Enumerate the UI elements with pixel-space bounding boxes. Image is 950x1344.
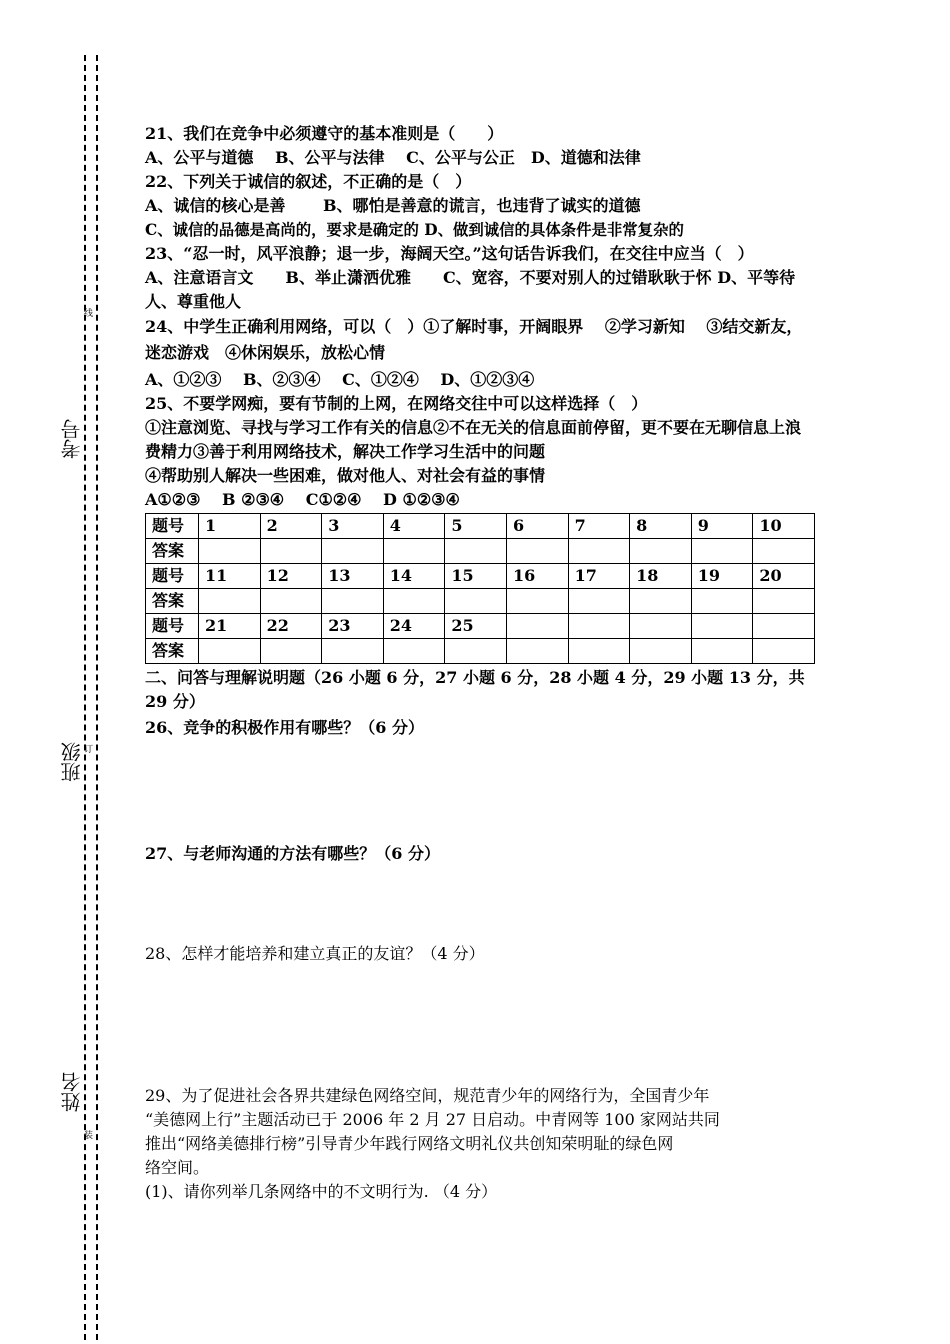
class-label: 班级	[60, 742, 84, 782]
answer-table	[145, 513, 815, 664]
question-number-cell: 1	[199, 514, 261, 539]
section-2-heading: 二、问答与理解说明题（26 小题 6 分，27 小题 6 分，28 小题 4 分，29 小题 13 分，共 29 分）	[145, 668, 805, 711]
q21-options: A、公平与道德 B、公平与法律 C、公平与公正 D、道德和法律	[145, 148, 641, 167]
answer-cell[interactable]	[506, 589, 568, 614]
question-number-cell: 22	[260, 614, 322, 639]
question-number-cell: 21	[199, 614, 261, 639]
table-row	[146, 564, 815, 589]
question-number-cell: 9	[691, 514, 753, 539]
q25-body: ①注意浏览、寻找与学习工作有关的信息②不在无关的信息面前停留，更不要在无聊信息上浪费精力③善于利用网络技术，解决工作学习生活中的问题	[145, 418, 802, 461]
answer-cell[interactable]	[691, 589, 753, 614]
answer-cell[interactable]	[322, 539, 384, 564]
q25-body-2: ④帮助别人解决一些困难，做对他人、对社会有益的事情	[145, 466, 546, 485]
row-label: 答案	[146, 639, 199, 664]
question-number-cell: 20	[753, 564, 815, 589]
question-number-cell: 10	[753, 514, 815, 539]
binding-mark-line: 线	[84, 309, 94, 319]
q25-options: A①②③ B ②③④ C①②④ D ①②③④	[145, 490, 460, 509]
table-row	[146, 589, 815, 614]
question-number-cell: 23	[322, 614, 384, 639]
q21-stem: 21、我们在竞争中必须遵守的基本准则是（ ）	[145, 124, 504, 143]
q29-line-1: 29、为了促进社会各界共建绿色网络空间，规范青少年的网络行为，全国青少年	[145, 1086, 710, 1105]
question-number-cell	[506, 614, 568, 639]
answer-cell[interactable]	[506, 539, 568, 564]
answer-cell[interactable]	[630, 589, 692, 614]
table-row	[146, 539, 815, 564]
question-number-cell: 15	[445, 564, 507, 589]
exam-number-label: 考号	[60, 419, 84, 459]
answer-cell[interactable]	[445, 589, 507, 614]
question-number-cell: 12	[260, 564, 322, 589]
question-number-cell: 24	[383, 614, 445, 639]
answer-cell[interactable]	[445, 539, 507, 564]
answer-cell[interactable]	[630, 539, 692, 564]
q27-answer-space[interactable]	[145, 866, 815, 942]
answer-cell[interactable]	[753, 639, 815, 664]
question-number-cell: 6	[506, 514, 568, 539]
binding-mark-bind: 装	[84, 1131, 94, 1141]
answer-cell[interactable]	[568, 589, 630, 614]
q29-subquestion-1: (1)、请你列举几条网络中的不文明行为. （4 分）	[145, 1182, 498, 1201]
q22-stem: 22、下列关于诚信的叙述，不正确的是（ ）	[145, 172, 472, 191]
answer-cell[interactable]	[630, 639, 692, 664]
q28-prompt: 28、怎样才能培养和建立真正的友谊？（4 分）	[145, 944, 485, 963]
question-number-cell: 11	[199, 564, 261, 589]
answer-cell[interactable]	[753, 539, 815, 564]
answer-cell[interactable]	[260, 589, 322, 614]
question-number-cell: 7	[568, 514, 630, 539]
question-number-cell	[691, 614, 753, 639]
q23-stem: 23、“忍一时，风平浪静；退一步，海阔天空。”这句话告诉我们，在交往中应当（ ）	[145, 244, 754, 263]
row-label: 题号	[146, 514, 199, 539]
answer-cell[interactable]	[691, 539, 753, 564]
q26-answer-space[interactable]	[145, 740, 815, 842]
question-number-cell	[568, 614, 630, 639]
q27-prompt: 27、与老师沟通的方法有哪些？（6 分）	[145, 844, 440, 863]
row-label: 答案	[146, 539, 199, 564]
question-number-cell: 14	[383, 564, 445, 589]
question-number-cell: 3	[322, 514, 384, 539]
q26-prompt: 26、竞争的积极作用有哪些？（6 分）	[145, 718, 424, 737]
answer-cell[interactable]	[445, 639, 507, 664]
binding-line-right	[96, 55, 98, 1340]
q24-options: A、①②③ B、②③④ C、①②④ D、①②③④	[145, 370, 535, 389]
answer-cell[interactable]	[691, 639, 753, 664]
row-label: 答案	[146, 589, 199, 614]
q29-line-3: 推出“网络美德排行榜”引导青少年践行网络文明礼仪共创知荣明耻的绿色网	[145, 1134, 674, 1153]
exam-content	[145, 122, 815, 1264]
q29-line-4: 络空间。	[145, 1158, 210, 1177]
question-number-cell: 18	[630, 564, 692, 589]
question-number-cell: 17	[568, 564, 630, 589]
answer-cell[interactable]	[260, 639, 322, 664]
answer-cell[interactable]	[199, 589, 261, 614]
question-number-cell: 5	[445, 514, 507, 539]
q28-answer-space[interactable]	[145, 966, 815, 1084]
row-label: 题号	[146, 564, 199, 589]
table-row	[146, 614, 815, 639]
table-row	[146, 639, 815, 664]
answer-cell[interactable]	[383, 589, 445, 614]
question-number-cell: 19	[691, 564, 753, 589]
name-label: 姓名	[60, 1072, 84, 1112]
binding-mark-staple: 订	[84, 745, 94, 755]
answer-cell[interactable]	[260, 539, 322, 564]
answer-cell[interactable]	[383, 639, 445, 664]
q24-stem: 24、中学生正确利用网络，可以（ ）①了解时事，开阔眼界 ②学习新知 ③结交新友，迷恋游戏 ④休闲娱乐，放松心情	[145, 317, 803, 362]
answer-cell[interactable]	[322, 639, 384, 664]
binding-line-left	[84, 55, 86, 1340]
answer-cell[interactable]	[568, 539, 630, 564]
question-number-cell: 8	[630, 514, 692, 539]
question-number-cell: 4	[383, 514, 445, 539]
answer-cell[interactable]	[506, 639, 568, 664]
answer-cell[interactable]	[322, 589, 384, 614]
q23-options: A、注意语言文 B、举止潇洒优雅 C、宽容，不要对别人的过错耿耿于怀 D、平等待人、尊重他人	[145, 268, 796, 311]
q22-options-2: C、诚信的品德是高尚的，要求是确定的 D、做到诚信的具体条件是非常复杂的	[145, 221, 684, 239]
question-number-cell: 13	[322, 564, 384, 589]
question-number-cell	[753, 614, 815, 639]
question-number-cell: 25	[445, 614, 507, 639]
answer-cell[interactable]	[199, 539, 261, 564]
answer-cell[interactable]	[568, 639, 630, 664]
question-number-cell: 2	[260, 514, 322, 539]
answer-cell[interactable]	[383, 539, 445, 564]
answer-cell[interactable]	[199, 639, 261, 664]
q29-answer-space[interactable]	[145, 1204, 815, 1264]
answer-cell[interactable]	[753, 589, 815, 614]
q29-line-2: “美德网上行”主题活动已于 2006 年 2 月 27 日启动。中青网等 100 家网站共同	[145, 1110, 720, 1129]
question-number-cell: 16	[506, 564, 568, 589]
row-label: 题号	[146, 614, 199, 639]
table-row	[146, 514, 815, 539]
q25-stem: 25、不要学网痴，要有节制的上网，在网络交往中可以这样选择（ ）	[145, 394, 648, 413]
question-number-cell	[630, 614, 692, 639]
q22-options-1: A、诚信的核心是善 B、哪怕是善意的谎言，也违背了诚实的道德	[145, 196, 641, 215]
